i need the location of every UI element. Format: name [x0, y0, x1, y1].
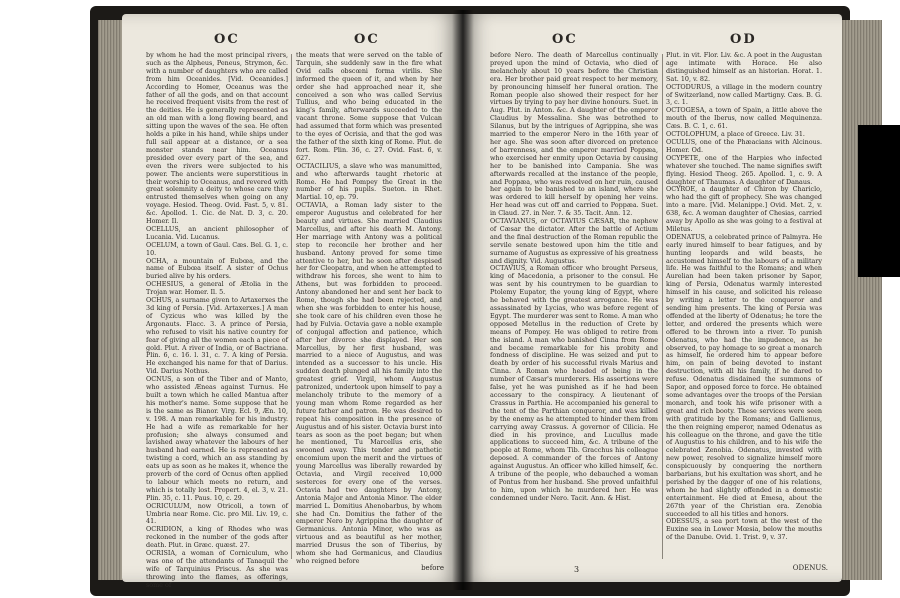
right-page-edges [842, 20, 882, 580]
right-page-column-a: before Nero. The death of Marcellus continually preyed upon the mind of Octavia, who died of melancholy about 10 years before the Christian era. Her brother paid great respect to her memory, by pronouncing himself her funeral oration. The Roman people also showed their respect for her virtues by trying to pay her divine honours. Suet. in Aug. Plut. in Anton. &c. A daughter of the emperor Claudius by Messalina. She was betrothed to Silanus, but by the intrigues of Agrippina, she was married to the emperor Nero in the 16th year of her age. She was soon after divorced on pretence of barrenness, and the emperor married Poppæa, who exercised her enmity upon Octavia by causing her to be banished into Campania. She was afterwards recalled at the instance of the people, and Poppæa, who was resolved on her ruin, caused her again to be banished to an island, where she was ordered to kill herself by opening her veins. Her head was cut off and carried to Poppæa. Suet. in Claud. 27. in Ner. 7. & 35. Tacit. Ann. 12. OCTAVIANUS, or OCTAVIUS CÆSAR, the nephew of Cæsar the dictator. After the battle of Actium and the final destruction of the Roman republic the servile senate bestowed upon him the title and surname of Augustus as expressive of his greatness and dignity. Vid. Augustus. OCTAVIUS, a Roman officer who brought Perseus, king of Macedonia, a prisoner to the consul. He was sent by his countrymen to be guardian to Ptolemy Eupator, the young king of Egypt, where he behaved with the greatest arrogance. He was assassinated by Lycias, who was before regent of Egypt. The murderer was sent to Rome. A man who opposed Metellus in the reduction of Crete by means of Pompey. He was obliged to retire from the island. A man who banished Cinna from Rome and became remarkable for his probity and fondness of discipline. He was seized and put to death by order of his successful rivals Marius and Cinna. A Roman who headed of being in the number of Cæsar's murderers. His assertions were false, yet he was punished as if he had been accessary to the conspiracy. A lieutenant of Crassus in Parthia. He accompanied his general to the tent of the Parthian conqueror, and was killed by the enemy as he attempted to hinder them from carrying away Crassus. A governor of Cilicia. He died in his province, and Lucullus made applications to succeed him, &c. A tribune of the people at Rome, whom Tib. Gracchus his colleague deposed. A commander of the forces of Antony against Augustus. An officer who killed himself, &c. A tribune of the people, who debauched a woman of Pontus from her husband. She proved unfaithful to him, upon which he murdered her. He was condemned under Nero. Tacit. Ann. & Hist. [490, 51, 658, 502]
right-page-column-b: Plut. in vit. Flor. Liv. &c. A poet in the Augustan age intimate with Horace. He also distinguished himself as an historian. Horat. 1. Sat. 10, v. 82. OCTODURUS, a village in the modern country of Switzerland, now called Martigny. Cæs. B. G. 3, c. 1. OCTOGESA, a town of Spain, a little above the mouth of the Iberus, now called Mequinenza. Cæs. B. C. 1, c. 61. OCTOLOPHUM, a place of Greece. Liv. 31. OCULUS, one of the Phæacians with Alcinous. Homer. Od. OCYPETE, one of the Harpies who infected whatever she touched. The name signifies swift flying. Hesiod Theog. 265. Apollod. 1, c. 9. A daughter of Thaumas. A daughter of Danaus. OCYROE, a daughter of Chiron by Chariclo, who had the gift of prophecy. She was changed into a mare. [Vid. Melanippe.] Ovid. Met. 2, v. 638, &c. A woman daughter of Chesias, carried away by Apollo as she was going to a festival at Miletus. ODENATUS, a celebrated prince of Palmyra. He early inured himself to bear fatigues, and by hunting leopards and wild beasts, he accustomed himself to the labours of a military life. He was faithful to the Romans; and when Aurelian had been taken prisoner by Sapor, king of Persia, Odenatus warmly interested himself in his cause, and solicited his release by writing a letter to the conqueror and sending him presents. The king of Persia was offended at the liberty of Odenatus; he tore the letter, and ordered the presents which were offered to be thrown into a river. To punish Odenatus, who had the impudence, as he observed, to pay homage to so great a monarch as himself, he ordered him to appear before him, on pain of being devoted to instant destruction, with all his family, if he dared to refuse. Odenatus disdained the summons of Sapor, and opposed force to force. He obtained some advantages over the troops of the Persian monarch, and took his wife prisoner with a great and rich booty. These services were seen with gratitude by the Romans; and Gallienus, the then reigning emperor, named Odenatus as his colleague on the throne, and gave the title of Augustus to his children, and to his wife the celebrated Zenobia. Odenatus, invested with new power, resolved to signalize himself more conspicuously by conquering the northern barbarians, but his exultation was short, and he perished by the dagger of one of his relations, whom he had slightly offended in a domestic entertainment. He died at Emesa, about the 267th year of the Christian era. Zenobia succeeded to all his titles and honors. ODESSUS, a sea port town at the west of the Euxine sea in Lower Mœsia, below the mouths of the Danube. Ovid. 1. Trist. 9, v. 37. [666, 51, 822, 542]
right-page-catchword: ODENUS. [792, 564, 828, 572]
right-page-header-left: OC [552, 32, 578, 47]
book-gutter [452, 10, 474, 590]
left-page-edges [98, 20, 124, 580]
left-page-column-rule [291, 54, 292, 559]
right-page-header-right: OD [730, 32, 757, 47]
left-page-column-a: by whom he had the most principal rivers, such as the Alpheus, Peneus, Strymon, &c. with a number of daughters who are called from him Oceanides. [Vid. Oceanides.] According to Homer, Oceanus was the father of all the gods, and on that account he received frequent visits from the rest of the deities. He is generally represented as an old man with a long flowing beard, and sitting upon the waves of the sea. He often holds a pike in his hand, while ships under full sail appear at a distance, or a sea monster stands near him. Oceanus presided over every part of the sea, and even the rivers were subjected to his power. The ancients were superstitious in their worship to Oceanus, and revered with great solemnity a deity to whose care they entrusted themselves when going on any voyage. Hesiod. Theog. Ovid. Fast. 5, v. 81. &c. Apollod. 1. Cic. de Nat. D. 3, c. 20. Homer. Il. OCELLUS, an ancient philosopher of Lucania. Vid. Lucanus. OCELUM, a town of Gaul. Cæs. Bel. G. 1, c. 10. OCHA, a mountain of Eubœa, and the name of Eubœa itself. A sister of Ochus buried alive by his orders. OCHESIUS, a general of Ætolia in the Trojan war. Homer. Il. 5. OCHUS, a surname given to Artaxerxes the 3d king of Persia. [Vid. Artaxerxes.] A man of Cyzicus who was killed by the Argonauts. Flacc. 3. A prince of Persia, who refused to visit his native country for fear of giving all the women each a piece of gold. Plut. A river of India, or of Bactriana. Plin. 6, c. 16. l. 31, c. 7. A king of Persia. He exchanged his name for that of Darius. Vid. Darius Nothus. OCNUS, a son of the Tiber and of Manto, who assisted Æneas against Turnus. He built a town which he called Mantua after his mother's name. Some suppose that he is the same as Bianor. Virg. Ecl. 9, Æn. 10, v. 198. A man remarkable for his industry. He had a wife as remarkable for her profusion; she always consumed and lavished away whatever the labours of her husband had earned. He is represented as twisting a cord, which an ass standing by eats up as soon as he makes it, whence the proverb of the cord of Ocnus often applied to labour which meets no return, and which is totally lost. Propert. 4, el. 3, v. 21. Plin. 35, c. 11. Paus. 10, c. 29. OCRICULUM, now Otricoli, a town of Umbria near Rome. Cic. pro Mil. Liv. 19, c. 41. OCRIDION, a king of Rhodes who was reckoned in the number of the gods after death. Plut. in Græc. quæst. 27. OCRISIA, a woman of Corniculum, who was one of the attendants of Tanaquil the wife of Tarquinius Priscus. As she was throwing into the flames, as offerings, some of [146, 51, 288, 589]
left-page [122, 14, 462, 589]
right-page-column-rule [662, 54, 663, 559]
right-page-number: 3 [574, 565, 580, 574]
left-page-column-b: the meats that were served on the table of Tarquin, she suddenly saw in the fire what Ovid calls obscœni forma virilis. She informed the queen of it, and when by her order she had approached near it, she conceived a son who was called Servius Tullius, and who being educated in the king's family, afterwards succeeded to the vacant throne. Some suppose that Vulcan had assumed that form which was presented to the eyes of Ocrisia, and that the god was the father of the sixth king of Rome. Plut. de fort. Rom. Plin. 36, c. 27. Ovid. Fast. 6, v. 627. OCTACILIUS, a slave who was manumitted, and who afterwards taught rhetoric at Rome. He had Pompey the Great in the number of his pupils. Sueton. in Rhet. Martial. 10, ep. 79. OCTAVIA, a Roman lady sister to the emperor Augustus and celebrated for her beauty and virtues. She married Claudius Marcellus, and after his death M. Antony. Her marriage with Antony was a political step to reconcile her brother and her husband. Antony proved for some time attentive to her, but he soon after despised her for Cleopatra, and when he attempted to withdraw his forces, she went to him to Athens, but was forbidden to proceed. Antony abandoned her and sent her back to Rome, though she had been rejected, and when she was forbidden to enter his house, she took care of his children even those he had by Fulvia. Octavia gave a noble example of conjugal affection and patience, which after her divorce she displayed. Her son Marcellus, by her first husband, was married to a niece of Augustus, and was intended as a successor to his uncle. His sudden death plunged all his family into the greatest grief. Virgil, whom Augustus patronized, undertook upon himself to pay a melancholy tribute to the memory of a young man whom Rome regarded as her future father and patron. He was desired to repeat his composition in the presence of Augustus and of his sister. Octavia burst into tears as soon as the poet began; but when he mentioned, Tu Marcellus eris, she swooned away. This tender and pathetic encomium upon the merit and the virtues of young Marcellus was liberally rewarded by Octavia, and Virgil received 10,000 sesterces for every one of the verses. Octavia had two daughters by Antony, Antonia Major and Antonia Minor. The elder married L. Domitius Ahenobarbus, by whom she had Cn. Domitius the father of the emperor Nero by Agrippina the daughter of Germanicus. Antonia Minor, who was as virtuous and as beautiful as her mother, married Drusus the son of Tiberius, by whom she had Germanicus, and Claudius who reigned before [296, 51, 442, 565]
right-page [462, 14, 842, 582]
left-page-header-right: OC [354, 32, 380, 47]
black-marker-tab [858, 125, 900, 277]
left-page-catchword: before [421, 564, 444, 572]
left-page-header-left: OC [214, 32, 240, 47]
